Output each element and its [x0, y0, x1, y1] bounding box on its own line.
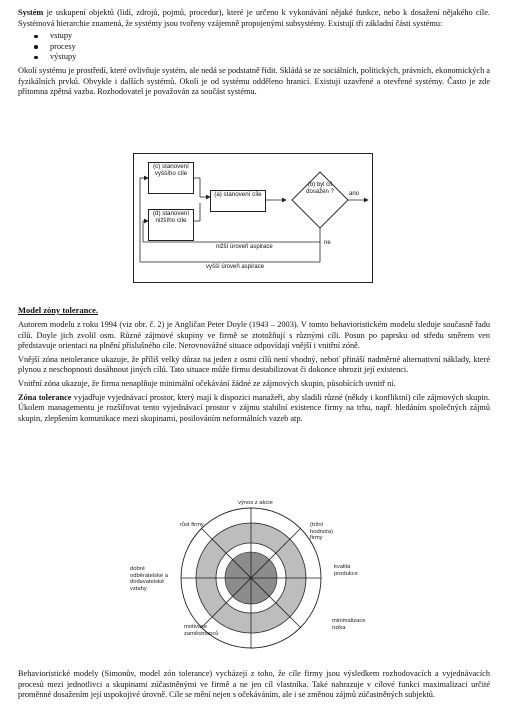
tolerance-zone-diagram — [120, 498, 390, 658]
label-share-yield: výnos z akcie — [238, 500, 273, 506]
label-market-value: (tržní hodnota) firmy — [310, 522, 333, 542]
section-behavioral-models — [18, 669, 490, 701]
label-supplier-relations: dobré odběratelské a dodavatelské vztahy — [130, 566, 169, 592]
decision-diamond-label: (b) byl cíl dosažen ? — [306, 182, 334, 195]
goal-feedback-diagram — [133, 153, 373, 283]
box-lower-goal: (d) stanovení nižšího cíle — [148, 209, 194, 241]
paragraph-inner-zone: Vnitřní zóna ukazuje, že firma nenaplňuje minimální očekávání žádné ze zájmových skupin, působících uvnitř ní. — [18, 378, 396, 388]
paragraph-system: Systém je uskupení objektů (lidí, zdrojů, pojmů, procedur), které je určeno k vykonávání nějaké funkce, nebo k dosažení nějakého cíle. Systémová hierarchie znamená, že systémy jsou tvořeny vzájemně propojenými subsystémy. Existují tři základní části systému: — [18, 8, 490, 28]
list-item: výstupy — [34, 52, 490, 63]
box-higher-goal: (c) stanovení vyššího cíle — [148, 162, 194, 194]
label-higher-aspiration: vyšší úroveň aspirace — [206, 264, 265, 270]
section-tolerance-zone — [18, 320, 490, 427]
paragraph-author: Autorem modelu z roku 1994 (viz obr. č. 2) je Angličan Peter Doyle (1943 – 2003). V tomto behavioristickém modelu sleduje současně řadu cílů. Doyle jich zvolil osm. Různé zájmové skupiny ve firmě se ztotožňují s různými cíli. Posun po paprsku od středu směrem ven představuje orientaci na plnění příslušného cíle. Nerovnovážné situace odpovídají vnější i vnitřní zóně. — [18, 320, 490, 351]
page-body — [18, 8, 490, 98]
paragraph-tolerance-zone: Zóna tolerance vyjadřuje vyjednávací prostor, který mají k dispozici manažeři, aby sladili různé (někdy i konfliktní) cíle zájmových skupin. Úkolem managementu je rozšiřovat tento vyjednávací prostor v zájmu stabilní existence firmy na trhu, např. hledáním společných zájmů skupin, zlepšením komunikace mezi skupinami, posilováním neformálních vazeb atp. — [18, 392, 491, 423]
paragraph-environment: Okolí systému je prostředí, které ovlivňuje systém, ale nedá se podstatně řídit. Skládá se ze sociálních, politických, právních, ekonomických a fyzikálních prvků. Obvykle i dalších systémů. Okolí je od systému odděleno hranicí. Existují uzavřené a otevřené systémy. Často je zde přítomna zpětná vazba. Rozhodovatel je považován za součást systému. — [18, 65, 490, 97]
label-risk-minimization: minimalizace rizika — [332, 618, 366, 631]
label-lower-aspiration: nižší úroveň aspirace — [216, 244, 273, 250]
label-production-quality: kvalita produkce — [334, 564, 358, 577]
term-system: Systém — [18, 8, 44, 17]
label-yes: ano — [349, 191, 360, 197]
box-goal: (a) stanovení cíle — [210, 190, 266, 212]
label-employee-motivation: motivace zaměstnanců — [184, 624, 219, 637]
list-item: vstupy — [34, 31, 490, 42]
term-tolerance-zone: Zóna tolerance — [18, 392, 72, 402]
label-firm-growth: růst firmy — [180, 522, 204, 528]
section-heading: Model zóny tolerance. — [18, 305, 99, 315]
paragraph-outer-zone: Vnější zóna netolerance ukazuje, že příliš velký důraz na jeden z osmi cílů není vhodný, neboť přináší nadměrné alternativní náklady, které plynou z neschopnosti dosáhnout jiných cílů. Tato situace může firmu destabilizovat či dokonce ohrozit její existenci. — [18, 354, 490, 375]
list-item: procesy — [34, 42, 490, 53]
label-no: ne — [324, 240, 331, 246]
system-parts-list — [18, 31, 490, 63]
paragraph-behavioral-models: Behavioristické modely (Simonův, model zón tolerance) vycházejí z toho, že cíle firmy jsou výsledkem rozhodovacích a vyjednávacích procesů mezi jednotlivci a skupinami zúčastněnými ve firmě a ne jen cíl vlastníka. Také nahrazuje v cílové funkci maximalizaci určité proměnné dosažením její uspokojivé úrovně. Cíle se mění nejen s očekáváním, ale i se změnou zájmů zúčastněných subjektů. — [18, 669, 490, 700]
